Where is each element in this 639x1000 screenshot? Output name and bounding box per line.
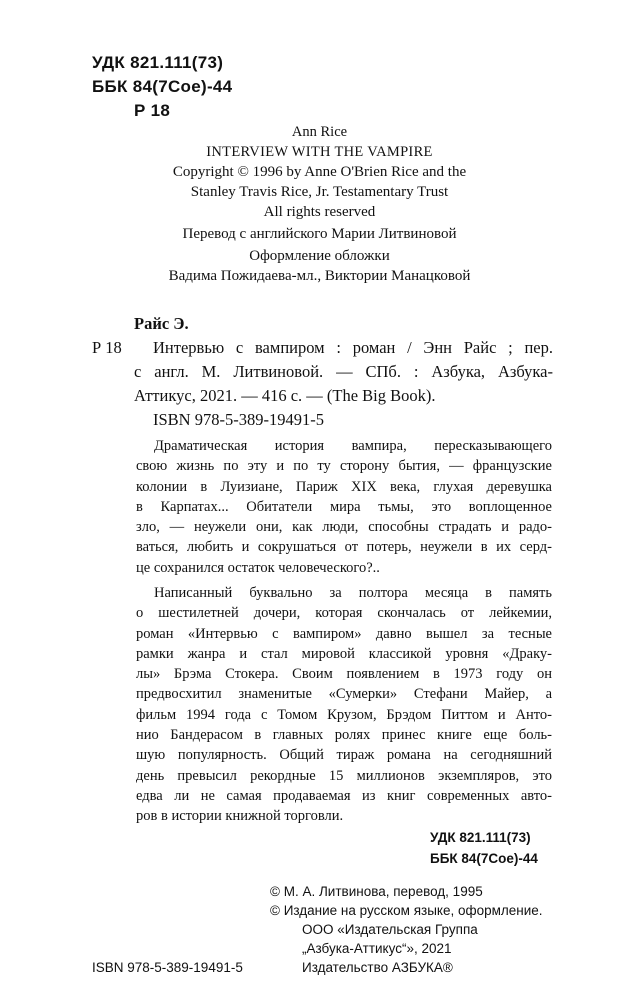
copyright-translation: © М. А. Литвинова, перевод, 1995 <box>270 884 483 899</box>
translation-credit: Перевод с английского Марии Литвиновой <box>182 226 457 242</box>
original-author: Ann Rice <box>291 124 348 140</box>
annotation-line: нио Бандерасом в главных ролях принес книге еще боль- <box>136 727 552 744</box>
rights-reserved: All rights reserved <box>263 204 376 220</box>
annotation-line: роман «Интервью с вампиром» давно вышел за тесные <box>136 625 552 642</box>
cover-designers: Вадима Пожидаева-мл., Виктории Манацковой <box>168 268 471 284</box>
annotation-paragraph-2 <box>136 583 552 827</box>
bibliographic-isbn: ISBN 978-5-389-19491-5 <box>153 410 324 429</box>
copyright-edition: © Издание на русском языке, оформление. <box>270 903 543 918</box>
annotation-line: це сохранился остаток человеческого?.. <box>136 559 380 576</box>
annotation-line: предвосхитил знаменитые «Сумерки» Стефани Майер, а <box>136 686 552 703</box>
bibliographic-line-1: Интервью с вампиром : роман / Энн Райс ; пер. <box>153 338 553 357</box>
bibliographic-code: Р 18 <box>92 338 122 357</box>
annotation-line: Написанный буквально за полтора месяца в память <box>154 585 552 601</box>
annotation-line: колонии в Луизиане, Париж XIX века, глухая деревушка <box>136 478 552 495</box>
annotation-line: о шестилетней дочери, которая скончалась от лейкемии, <box>136 605 552 622</box>
annotation-line: рамки жанра и стал мировой классикой уровня «Драку- <box>136 645 552 662</box>
annotation-paragraph-1 <box>136 436 552 578</box>
copyright-line-2: Stanley Travis Rice, Jr. Testamentary Trust <box>190 184 449 200</box>
annotation-line: свою жизнь по эту и по ту сторону бытия, — французские <box>136 458 552 475</box>
annotation-line: лы» Брэма Стокера. Своим появлением в 1973 году он <box>136 666 552 683</box>
bibliographic-author-heading: Райс Э. <box>134 314 189 333</box>
annotation-line: Драматическая история вампира, пересказывающего <box>154 438 552 454</box>
annotation-line: едва ли не самая продаваемая из книг современных авто- <box>136 787 552 804</box>
annotation-line: шую популярность. Общий тираж романа на сегодняшний <box>136 747 552 764</box>
cover-design-label: Оформление обложки <box>249 248 390 264</box>
copyright-line-1: Copyright © 1996 by Anne O'Brien Rice and the <box>172 164 467 180</box>
bbk-code: ББК 84(7Сое)-44 <box>92 77 233 96</box>
annotation-line: в Карпатах... Обитатели мира тьмы, это воплощенное <box>136 498 552 515</box>
publisher-group-line-1: ООО «Издательская Группа <box>302 922 478 937</box>
udk-code: УДК 821.111(73) <box>92 53 224 72</box>
annotation-line: день превысил рекордные 15 миллионов экземпляров, это <box>136 767 552 784</box>
annotation-line: ваться, любить и сокрушаться от потерь, неужели в их серд- <box>136 539 552 556</box>
footer-isbn: ISBN 978-5-389-19491-5 <box>92 960 243 975</box>
bibliographic-line-2: с англ. М. Литвиновой. — СПб. : Азбука, Азбука- <box>134 362 553 381</box>
footer-udk-code: УДК 821.111(73) <box>430 830 531 845</box>
original-title: INTERVIEW WITH THE VAMPIRE <box>206 144 433 160</box>
author-sign-code: Р 18 <box>134 101 171 120</box>
annotation-line: зло, — неужели они, как люди, способны страдать и радо- <box>136 519 552 536</box>
publisher-group-line-2: „Азбука-Аттикус“», 2021 <box>302 941 452 956</box>
footer-bbk-code: ББК 84(7Сое)-44 <box>430 851 538 866</box>
bibliographic-line-3: Аттикус, 2021. — 416 с. — (The Big Book). <box>134 386 436 405</box>
publisher-imprint: Издательство АЗБУКА® <box>302 960 453 975</box>
annotation-line: ров в истории книжной торговли. <box>136 808 344 825</box>
annotation-line: фильм 1994 года с Томом Крузом, Брэдом Питтом и Анто- <box>136 706 552 723</box>
